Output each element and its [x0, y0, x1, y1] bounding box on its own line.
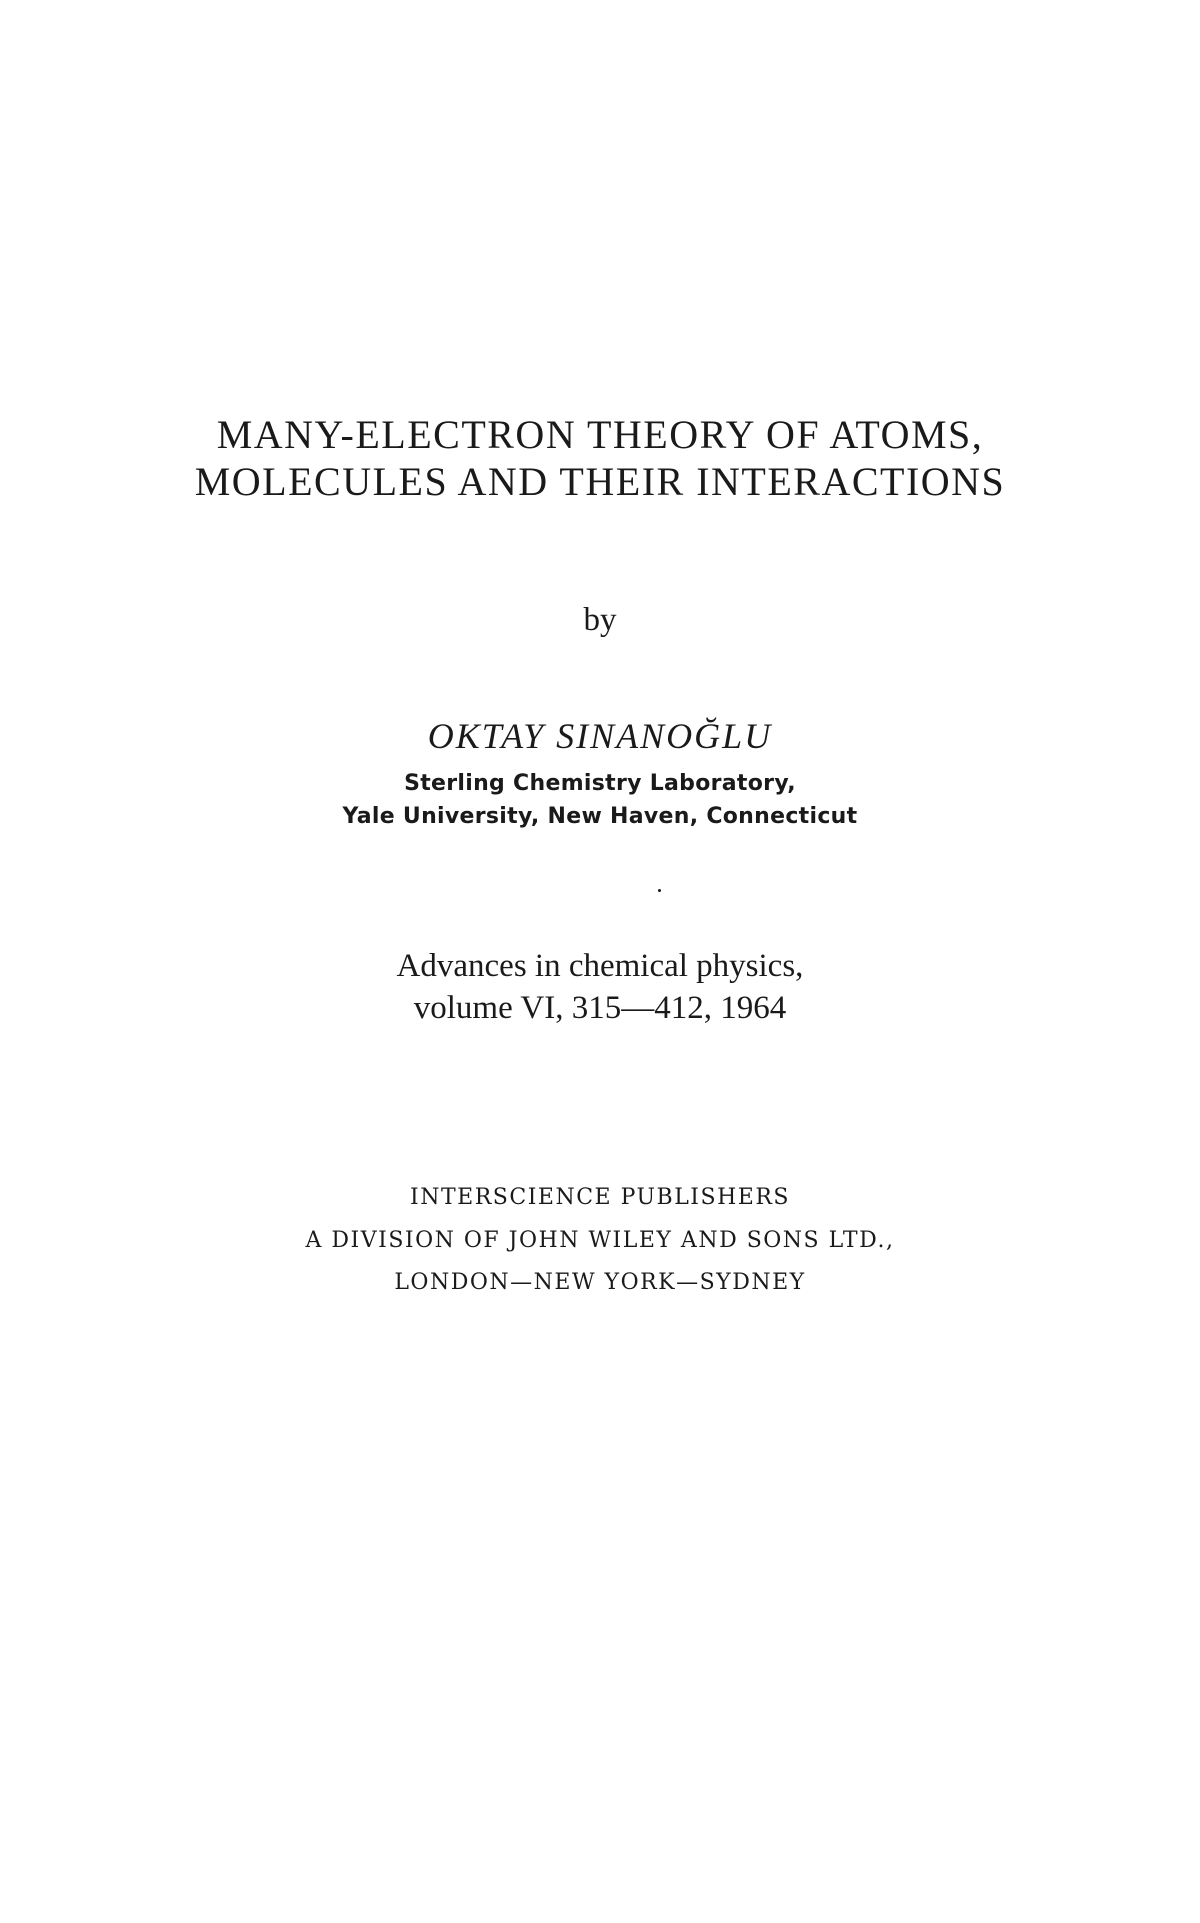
stray-dot — [658, 889, 661, 892]
book-title-line-1: MANY-ELECTRON THEORY OF ATOMS, — [216, 412, 984, 457]
publisher-line-1: INTERSCIENCE PUBLISHERS — [410, 1185, 790, 1210]
author-affiliation-line-2: Yale University, New Haven, Connecticut — [342, 804, 858, 829]
series-line-1: Advances in chemical physics, — [396, 948, 804, 984]
byline: by — [583, 602, 617, 638]
author-affiliation-line-1: Sterling Chemistry Laboratory, — [404, 771, 796, 796]
publisher-line-3: LONDON—NEW YORK—SYDNEY — [394, 1270, 806, 1295]
author-name: OKTAY SINANOĞLU — [427, 716, 773, 756]
publisher-line-2: A DIVISION OF JOHN WILEY AND SONS LTD., — [305, 1228, 895, 1253]
book-title-line-2: MOLECULES AND THEIR INTERACTIONS — [194, 459, 1006, 504]
series-line-2: volume VI, 315—412, 1964 — [413, 990, 787, 1026]
